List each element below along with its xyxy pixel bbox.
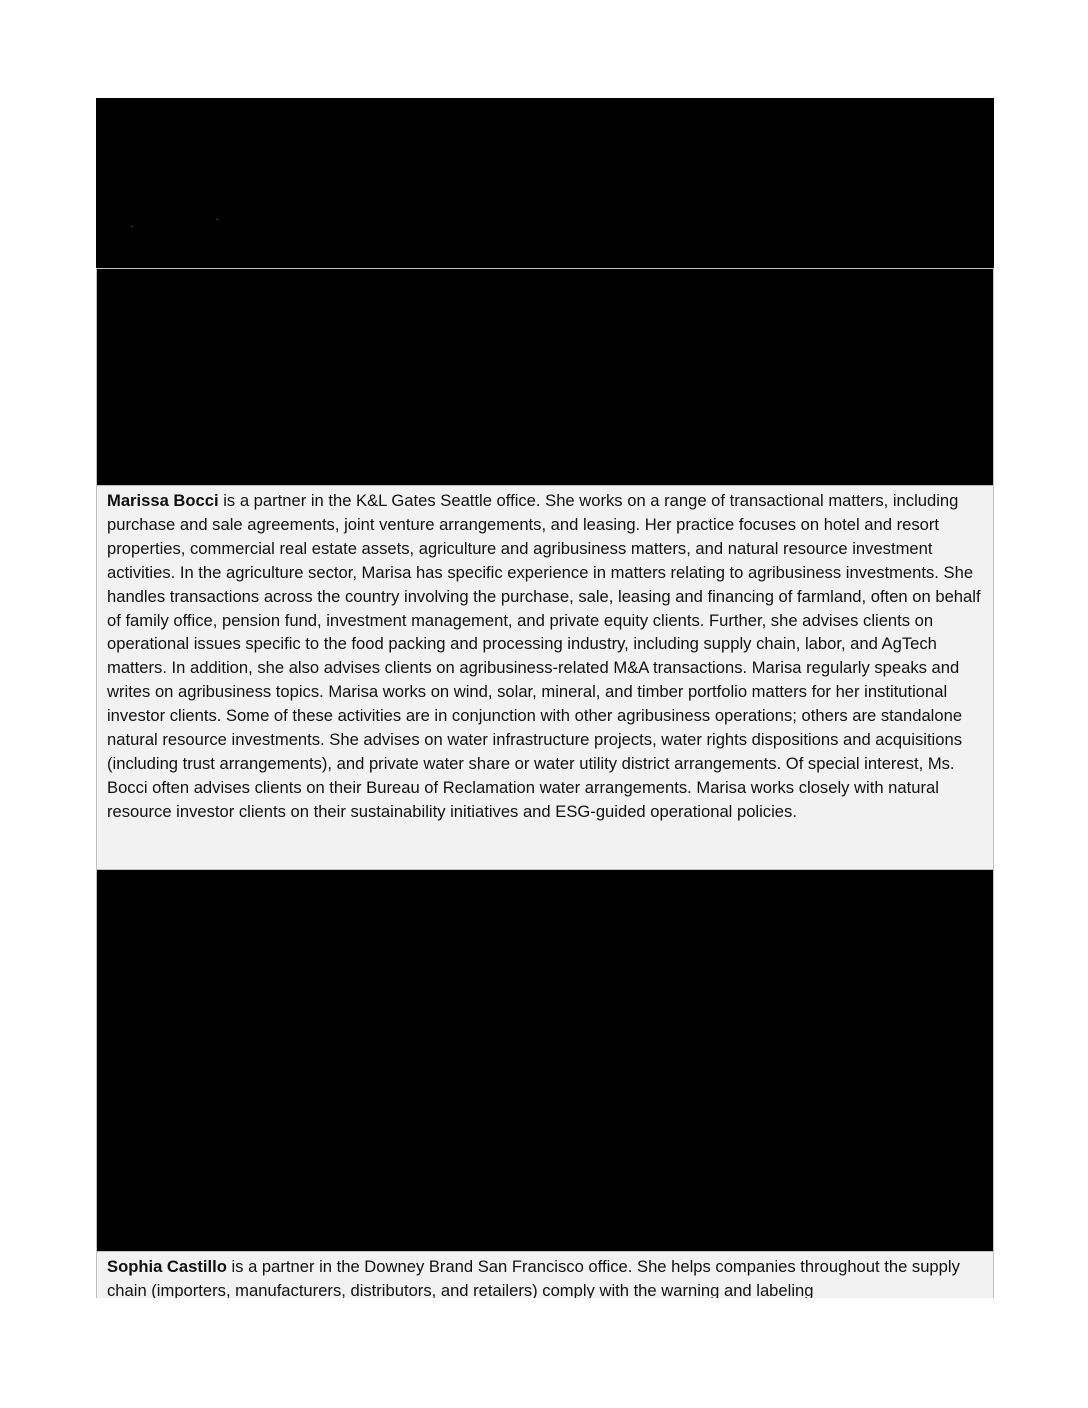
image-artifact: [131, 226, 133, 227]
bio-text: is a partner in the Downey Brand San Francisco office. She helps companies throughout the supply chain (importers, manufacturers, distributors, and retailers) comply with the warning and labeling: [107, 1257, 960, 1298]
portrait-photo: [97, 869, 993, 1251]
bio-text: is a partner in the K&L Gates Seattle office. She works on a range of transactional matters, including purchase and sale agreements, joint venture arrangements, and leasing. Her practice focuses on hotel and resort properties, commercial real estate assets, agriculture and agribusiness matters, and natural resource investment activities. In the agriculture sector, Marisa has specific experience in matters relating to agribusiness investments. She handles transactions across the country involving the purchase, sale, leasing and financing of farmland, often on behalf of family office, pension fund, investment management, and private equity clients. Further, she advises clients on operational issues specific to the food packing and processing industry, including supply chain, labor, and AgTech matters. In addition, she also advises clients on agribusiness-related M&A transactions. Marisa regularly speaks and writes on agribusiness topics. Marisa works on wind, solar, mineral, and timber portfolio matters for her institutional investor clients. Some of these activities are in conjunction with other agribusiness operations; others are standalone natural resource investments. She advises on water infrastructure projects, water rights dispositions and acquisitions (including trust arrangements), and private water share or water utility district arrangements. Of special interest, Ms. Bocci often advises clients on their Bureau of Reclamation water arrangements. Marisa works closely with natural resource investor clients on their sustainability initiatives and ESG-guided operational policies.: [107, 491, 981, 821]
bio-cell: [97, 1251, 993, 1298]
header-image: [96, 98, 994, 269]
bio-name: Marissa Bocci: [107, 491, 219, 510]
bio-cell: [97, 485, 993, 869]
bio-name: Sophia Castillo: [107, 1257, 227, 1276]
image-artifact: [216, 219, 218, 220]
portrait-photo: [97, 268, 993, 485]
bio-table: [96, 268, 994, 1298]
